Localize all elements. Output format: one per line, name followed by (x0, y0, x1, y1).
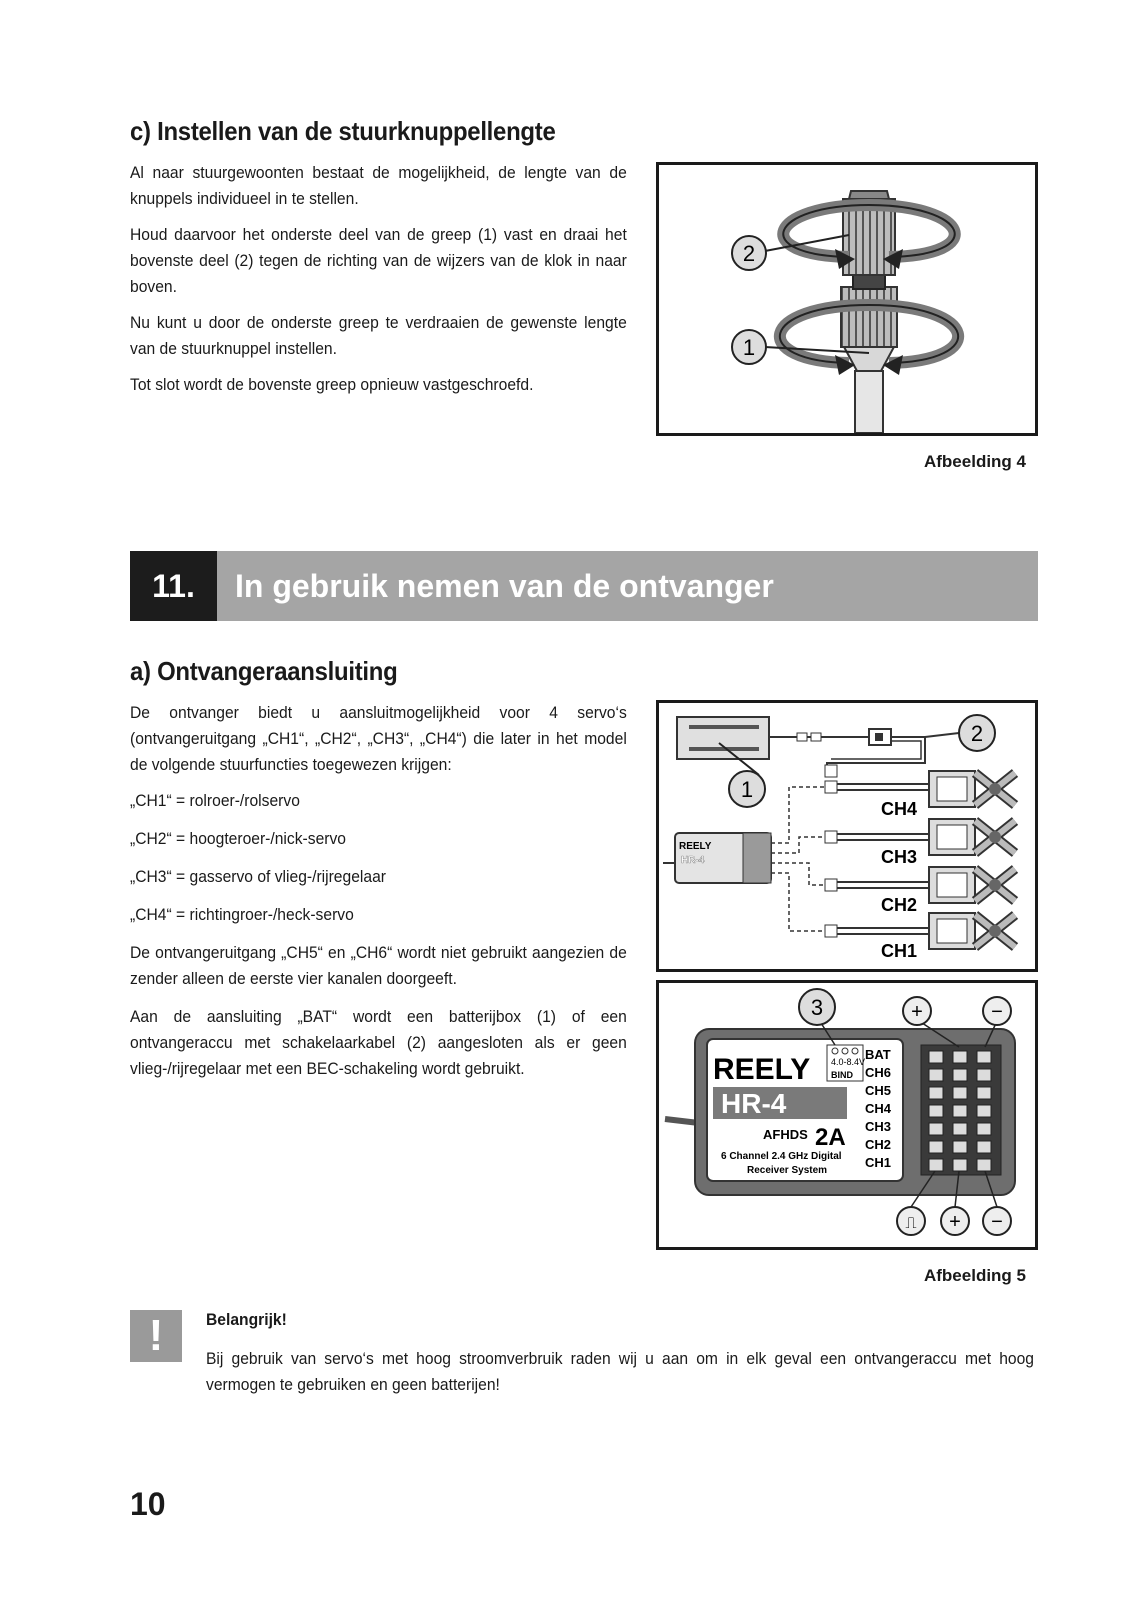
servo-ch2 (929, 867, 1015, 903)
section-c-paragraph: Tot slot wordt de bovenste greep opnieuw vastgeschroefd. (130, 375, 534, 394)
section-a-paragraph: De ontvanger biedt u aansluitmogelijkheid voor 4 servo‘s (ontvangeruitgang „CH1“, „CH2“, „CH3“, „CH4“) die later in het model de volgende stuurfuncties toegewezen krijgen: (130, 703, 627, 774)
channel-label-ch4: CH4 (881, 799, 918, 819)
marker-3 (799, 989, 835, 1025)
marker-1-label: 1 (740, 777, 754, 802)
channel-label-ch3: CH3 (881, 847, 918, 867)
marker-2 (959, 715, 995, 751)
receiver-diagram (659, 983, 1035, 1247)
section-c-paragraph: Al naar stuurgewoonten bestaat de mogelijkheid, de lengte van de knuppels individueel in te stellen. (130, 163, 627, 208)
svg-text:−: − (991, 1001, 1003, 1023)
svg-text:+: + (911, 1001, 923, 1023)
section-a-channel-line: „CH2“ = hoogteroer-/nick-servo (130, 829, 346, 848)
marker-2-label: 2 (742, 241, 756, 266)
marker-2 (732, 236, 766, 270)
port-label-ch1: CH1 (865, 1155, 892, 1170)
channel-label-ch2: CH2 (881, 895, 918, 915)
servo-ch3 (929, 819, 1015, 855)
figure-5-receiver-closeup (656, 980, 1038, 1250)
marker-1 (732, 330, 766, 364)
section-c-heading: c) Instellen van de stuurknuppellengte (130, 116, 556, 146)
mini-receiver-brand: REELY (679, 841, 712, 852)
marker-1-label: 1 (742, 335, 756, 360)
notice-text: Bij gebruik van servo‘s met hoog stroomverbruik raden wij u aan om in elk geval een ontvangeraccu met hoog vermogen te gebruiken en geen batterijen! (206, 1349, 1034, 1394)
receiver-protocol: AFHDS (763, 1127, 808, 1142)
section-a-channel-line: „CH1“ = rolroer-/rolservo (130, 791, 300, 810)
figure-4-caption: Afbeelding 4 (923, 452, 1026, 471)
notice-title: Belangrijk! (206, 1310, 287, 1329)
section-a-channel-line: „CH3“ = gasservo of vlieg-/rijregelaar (130, 867, 386, 886)
section-a-channel-line: „CH4“ = richtingroer-/heck-servo (130, 905, 354, 924)
servo-ch4 (929, 771, 1015, 807)
port-label-ch5: CH5 (865, 1083, 892, 1098)
receiver-brand: REELY (713, 1053, 811, 1086)
receiver-description-2: Receiver System (747, 1165, 828, 1176)
figure-4-stick-adjustment (656, 162, 1038, 436)
section-a-heading: a) Ontvangeraansluiting (130, 656, 398, 686)
servo-ch1 (929, 913, 1015, 949)
receiver-protocol-version: 2A (815, 1124, 846, 1151)
chapter-number: 11. (130, 551, 217, 621)
svg-text:+: + (949, 1211, 961, 1233)
svg-text:−: − (991, 1211, 1003, 1233)
section-a-paragraph: De ontvangeruitgang „CH5“ en „CH6“ wordt niet gebruikt aangezien de zender alleen de eerste vier kanalen doorgeeft. (130, 943, 627, 988)
plus-symbol-top (903, 997, 931, 1025)
figure-5-caption: Afbeelding 5 (923, 1266, 1026, 1285)
receiver-voltage: 4.0-8.4V (831, 1057, 866, 1067)
section-c-paragraph: Houd daarvoor het onderste deel van de greep (1) vast en draai het bovenste deel (2) tegen de richting van de wijzers van de klok in naar boven. (130, 225, 627, 296)
marker-1 (729, 771, 765, 807)
receiver-description-1: 6 Channel 2.4 GHz Digital (721, 1151, 842, 1162)
port-label-ch4: CH4 (865, 1101, 892, 1116)
stick-diagram (659, 165, 1035, 433)
receiver-bind-label: BIND (831, 1070, 853, 1080)
svg-text:⎍: ⎍ (905, 1215, 917, 1232)
warning-icon: ! (130, 1310, 182, 1362)
marker-3-label: 3 (810, 995, 824, 1020)
wiring-diagram (659, 703, 1035, 969)
port-label-ch6: CH6 (865, 1065, 892, 1080)
port-label-ch2: CH2 (865, 1137, 892, 1152)
page-number: 10 (130, 1486, 166, 1522)
port-label-bat: BAT (865, 1047, 891, 1062)
section-c-paragraph: Nu kunt u door de onderste greep te verdraaien de gewenste lengte van de stuurknuppel instellen. (130, 313, 627, 358)
pin-header (921, 1045, 1001, 1175)
mini-receiver-model: HR-4 (681, 855, 705, 866)
minus-symbol-bottom (983, 1207, 1011, 1235)
chapter-title: In gebruik nemen van de ontvanger (217, 551, 1038, 621)
port-label-ch3: CH3 (865, 1119, 892, 1134)
section-a-paragraph: Aan de aansluiting „BAT“ wordt een batterijbox (1) of een ontvangeraccu met schakelaarkabel (2) aangesloten als er geen vlieg-/rijregelaar met een BEC-schakeling wordt gebruikt. (130, 1007, 627, 1078)
signal-symbol-bottom (897, 1207, 925, 1235)
minus-symbol-top (983, 997, 1011, 1025)
figure-5-wiring-diagram (656, 700, 1038, 972)
plus-symbol-bottom (941, 1207, 969, 1235)
receiver-model: HR-4 (721, 1088, 787, 1119)
marker-2-label: 2 (970, 721, 984, 746)
channel-label-ch1: CH1 (881, 941, 918, 961)
